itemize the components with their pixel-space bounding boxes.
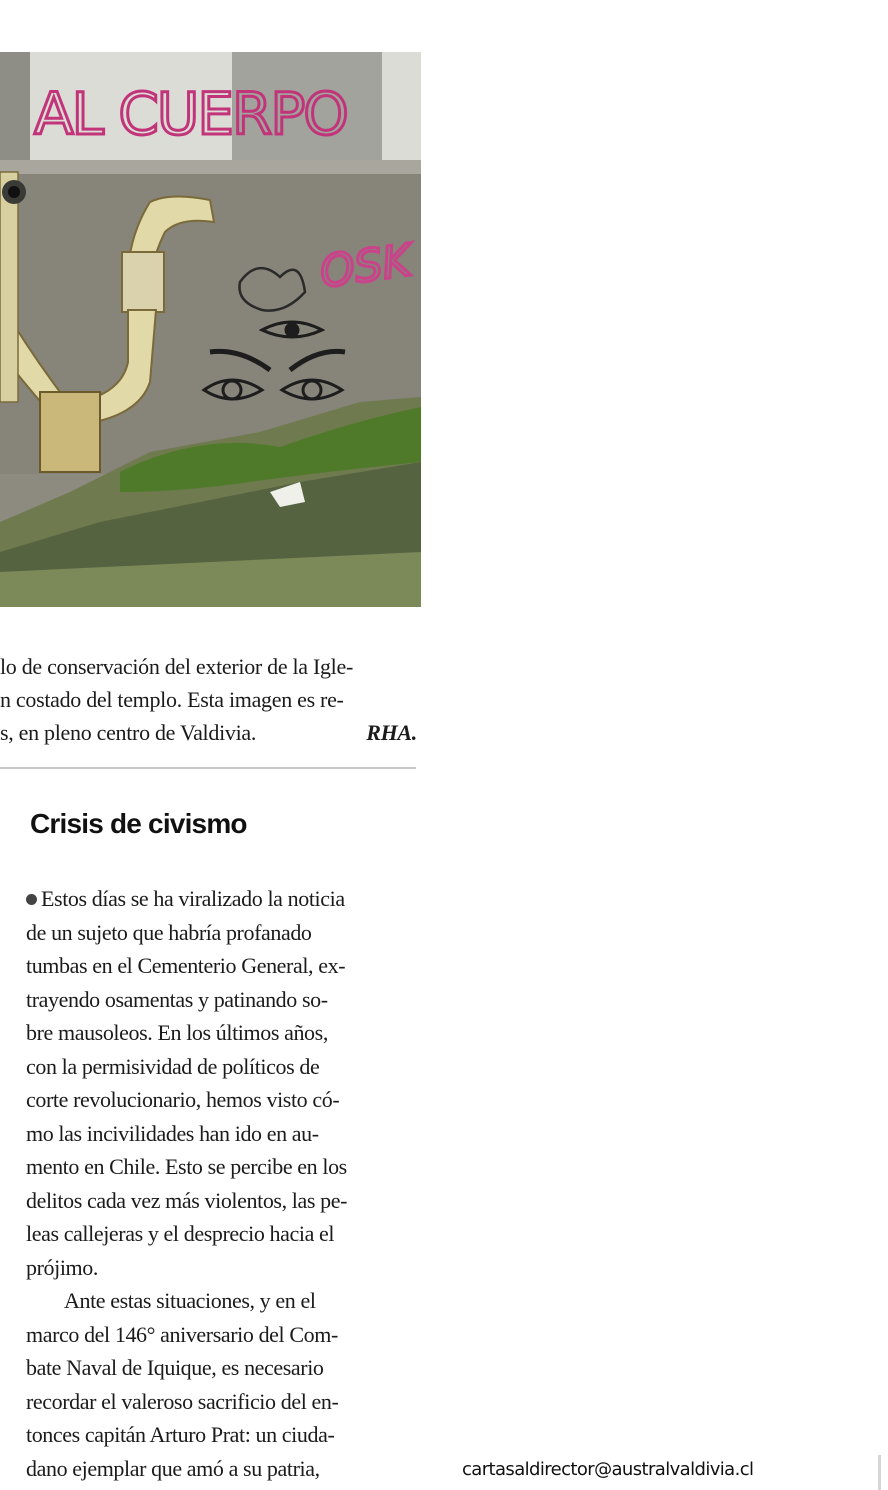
letter-line: trayendo osamentas y patinando so- — [26, 986, 328, 1012]
letter-line: marco del 146° aniversario del Com- — [26, 1321, 338, 1347]
letter-line-text: Estos días se ha viralizado la noticia — [41, 886, 345, 911]
letter-line: Ante estas situaciones, y en el — [64, 1288, 316, 1313]
photo-graffiti-wall — [0, 52, 421, 607]
graffiti-top: AL CUERPO — [34, 80, 347, 148]
photo-caption — [0, 650, 421, 749]
letter-line — [26, 882, 422, 916]
caption-line: lo de conservación del exterior de la Igle- — [0, 654, 353, 679]
letter-line: bre mausoleos. En los últimos años, — [26, 1020, 328, 1045]
bullet-icon — [26, 894, 37, 905]
letter-line: dano ejemplar que amó a su patria, — [26, 1455, 320, 1481]
graffiti-side: OSK — [316, 234, 415, 299]
page-edge-mark — [878, 1455, 881, 1490]
letter-line: tumbas en el Cementerio General, ex- — [26, 953, 346, 978]
letter-line: de un sujeto que habría profanado — [26, 919, 312, 945]
section-divider — [0, 767, 416, 769]
news-photo — [0, 52, 421, 607]
letter-title: Crisis de civismo — [30, 808, 247, 839]
letter-line: leas callejeras y el desprecio hacia el — [26, 1221, 335, 1246]
letter-line: prójimo. — [26, 1254, 98, 1280]
letter-line: con la permisividad de políticos de — [26, 1053, 320, 1079]
caption-line — [0, 716, 421, 749]
letter-line: mo las incivilidades han ido en au- — [26, 1120, 319, 1146]
letter-line: mento en Chile. Esto se percibe en los — [26, 1154, 347, 1179]
letters-email: cartasaldirector@australvaldivia.cl — [462, 1459, 754, 1480]
photo-credit: RHA. — [366, 720, 417, 745]
letter-line: delitos cada vez más violentos, las pe- — [26, 1187, 348, 1213]
letter-line: bate Naval de Iquique, es necesario — [26, 1355, 324, 1380]
letter-line: corte revolucionario, hemos visto có- — [26, 1087, 340, 1112]
letter-line: recordar el valeroso sacrificio del en- — [26, 1388, 339, 1414]
caption-line: n costado del templo. Esta imagen es re- — [0, 687, 344, 712]
letter-body — [26, 882, 422, 1485]
caption-text: s, en pleno centro de Valdivia. — [0, 720, 257, 745]
letter-line: tonces capitán Arturo Prat: un ciuda- — [26, 1422, 335, 1447]
